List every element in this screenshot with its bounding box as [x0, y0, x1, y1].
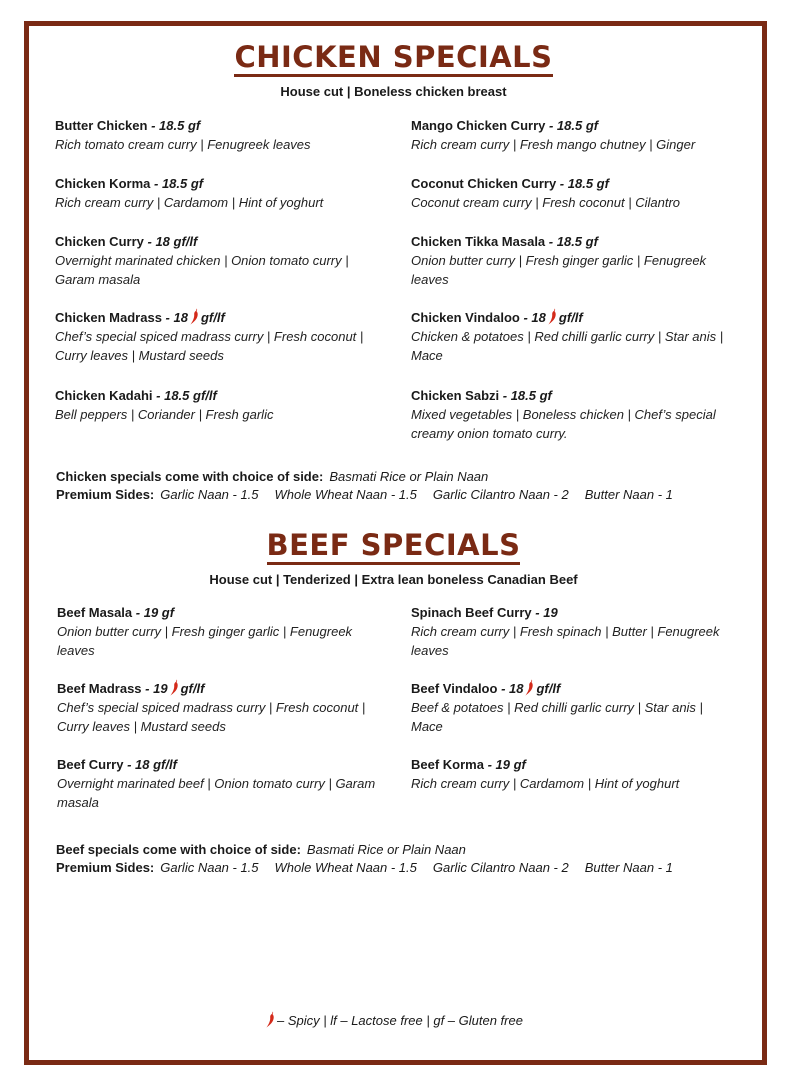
item-price: 18.5 gf/lf	[164, 388, 217, 403]
premium-side: Garlic Cilantro Naan - 2	[432, 487, 569, 502]
menu-item	[411, 116, 731, 154]
item-name: Chicken Vindaloo	[411, 310, 520, 325]
item-price: 18 gf/lf	[155, 234, 198, 249]
item-description: Chef’s special spiced madrass curry | Fresh coconut | Curry leaves | Mustard seeds	[57, 700, 366, 734]
chicken-section-subtitle: House cut | Boneless chicken breast	[280, 84, 507, 99]
item-name: Chicken Korma	[55, 176, 151, 191]
premium-side: Butter Naan - 1	[584, 860, 673, 875]
item-name: Mango Chicken Curry	[411, 118, 546, 133]
menu-item	[55, 308, 375, 365]
item-title: Chicken Korma - 18.5 gf	[55, 176, 204, 191]
item-name: Beef Curry	[57, 757, 124, 772]
item-description: Rich cream curry | Cardamom | Hint of yoghurt	[55, 195, 324, 210]
item-tags: gf/lf	[200, 310, 225, 325]
item-title: Chicken Tikka Masala - 18.5 gf	[411, 234, 598, 249]
item-description: Rich tomato cream curry | Fenugreek leaves	[55, 137, 311, 152]
item-price: 18.5 gf	[556, 118, 599, 133]
chicken-premium-sides	[56, 486, 683, 504]
item-description: Overnight marinated chicken | Onion tomato curry | Garam masala	[55, 253, 349, 287]
chili-icon	[190, 308, 199, 325]
item-title: Chicken Kadahi - 18.5 gf/lf	[55, 388, 217, 403]
beef-section-title: BEEF SPECIALS	[0, 528, 787, 562]
item-tags: gf/lf	[536, 681, 561, 696]
premium-side: Garlic Naan - 1.5	[160, 487, 259, 502]
chili-icon	[548, 308, 557, 325]
item-name: Coconut Chicken Curry	[411, 176, 557, 191]
chicken-section-title: CHICKEN SPECIALS	[0, 40, 787, 74]
legend-text: – Spicy | lf – Lactose free | gf – Gluten free	[277, 1013, 523, 1028]
premium-side: Garlic Cilantro Naan - 2	[432, 860, 569, 875]
item-name: Spinach Beef Curry	[411, 605, 532, 620]
item-price: 18.5 gf	[556, 234, 598, 249]
item-title: Mango Chicken Curry - 18.5 gf	[411, 118, 599, 133]
item-price: 18	[173, 310, 188, 325]
item-price: 18.5 gf	[567, 176, 609, 191]
menu-item	[55, 386, 375, 424]
chili-icon	[170, 679, 179, 696]
item-title: Beef Vindaloo - 18 gf/lf	[411, 681, 561, 696]
item-description: Chicken & potatoes | Red chilli garlic curry | Star anis | Mace	[411, 329, 724, 363]
item-title: Coconut Chicken Curry - 18.5 gf	[411, 176, 609, 191]
item-description: Rich cream curry | Cardamom | Hint of yoghurt	[411, 776, 680, 791]
item-title: Chicken Curry - 18 gf/lf	[55, 234, 198, 249]
menu-item	[411, 679, 731, 736]
item-price: 19 gf	[143, 605, 175, 620]
premium-side: Whole Wheat Naan - 1.5	[274, 487, 417, 502]
item-description: Overnight marinated beef | Onion tomato curry | Garam masala	[57, 776, 376, 810]
item-price: 19	[153, 681, 168, 696]
beef-premium-sides	[56, 859, 683, 877]
menu-item	[411, 386, 731, 443]
item-title: Chicken Vindaloo - 18 gf/lf	[411, 310, 583, 325]
item-title: Chicken Madrass - 18 gf/lf	[55, 310, 225, 325]
menu-item	[55, 116, 375, 154]
item-description: Chef’s special spiced madrass curry | Fresh coconut | Curry leaves | Mustard seeds	[55, 329, 364, 363]
item-price: 19	[543, 605, 558, 620]
menu-item	[57, 755, 377, 812]
item-title: Chicken Sabzi - 18.5 gf	[411, 388, 552, 403]
item-name: Beef Korma	[411, 757, 484, 772]
menu-item	[411, 755, 731, 793]
sides-label: Chicken specials come with choice of side:	[56, 469, 324, 484]
item-name: Chicken Madrass	[55, 310, 162, 325]
item-price: 19 gf	[495, 757, 526, 772]
item-price: 18.5 gf	[510, 388, 552, 403]
menu-item	[57, 679, 377, 736]
chicken-sides-line	[56, 468, 488, 486]
menu-item	[411, 603, 731, 660]
item-name: Chicken Curry	[55, 234, 144, 249]
beef-sides-line	[56, 841, 466, 859]
chili-icon	[264, 1013, 277, 1028]
item-name: Butter Chicken	[55, 118, 148, 133]
item-name: Beef Masala	[57, 605, 133, 620]
beef-section-subtitle: House cut | Tenderized | Extra lean boneless Canadian Beef	[209, 572, 578, 587]
item-title: Beef Korma - 19 gf	[411, 757, 526, 772]
item-name: Chicken Kadahi	[55, 388, 153, 403]
sides-value: Basmati Rice or Plain Naan	[329, 469, 489, 484]
item-description: Bell peppers | Coriander | Fresh garlic	[55, 407, 274, 422]
item-name: Beef Vindaloo	[411, 681, 498, 696]
chili-icon	[525, 679, 534, 696]
menu-item	[411, 308, 731, 365]
menu-item	[57, 603, 377, 660]
item-description: Beef & potatoes | Red chilli garlic curry | Star anis | Mace	[411, 700, 703, 734]
item-price: 18.5 gf	[159, 118, 201, 133]
menu-item	[411, 232, 731, 289]
premium-label: Premium Sides:	[56, 487, 155, 502]
item-description: Rich cream curry | Fresh spinach | Butter | Fenugreek leaves	[411, 624, 720, 658]
premium-side: Whole Wheat Naan - 1.5	[274, 860, 417, 875]
premium-label: Premium Sides:	[56, 860, 155, 875]
item-description: Coconut cream curry | Fresh coconut | Cilantro	[411, 195, 681, 210]
item-title: Butter Chicken - 18.5 gf	[55, 118, 201, 133]
item-name: Beef Madrass	[57, 681, 142, 696]
legend	[0, 1011, 787, 1028]
premium-side: Butter Naan - 1	[584, 487, 673, 502]
premium-side: Garlic Naan - 1.5	[160, 860, 259, 875]
item-title: Beef Masala - 19 gf	[57, 605, 175, 620]
item-price: 18.5 gf	[161, 176, 204, 191]
item-price: 18	[509, 681, 524, 696]
item-price: 18	[531, 310, 546, 325]
item-title: Beef Madrass - 19 gf/lf	[57, 681, 205, 696]
item-description: Onion butter curry | Fresh ginger garlic | Fenugreek leaves	[411, 253, 707, 287]
menu-item	[55, 232, 375, 289]
item-title: Beef Curry - 18 gf/lf	[57, 757, 177, 772]
item-tags: gf/lf	[180, 681, 205, 696]
item-name: Chicken Sabzi	[411, 388, 500, 403]
item-name: Chicken Tikka Masala	[411, 234, 546, 249]
menu-item	[55, 174, 375, 212]
item-title: Spinach Beef Curry - 19	[411, 605, 558, 620]
item-description: Rich cream curry | Fresh mango chutney | Ginger	[411, 137, 696, 152]
item-tags: gf/lf	[558, 310, 583, 325]
sides-label: Beef specials come with choice of side:	[56, 842, 301, 857]
menu-item	[411, 174, 731, 212]
sides-value: Basmati Rice or Plain Naan	[306, 842, 466, 857]
item-price: 18 gf/lf	[135, 757, 177, 772]
item-description: Mixed vegetables | Boneless chicken | Chef’s special creamy onion tomato curry.	[411, 407, 716, 441]
chili-icon	[266, 1011, 275, 1028]
item-description: Onion butter curry | Fresh ginger garlic | Fenugreek leaves	[57, 624, 353, 658]
